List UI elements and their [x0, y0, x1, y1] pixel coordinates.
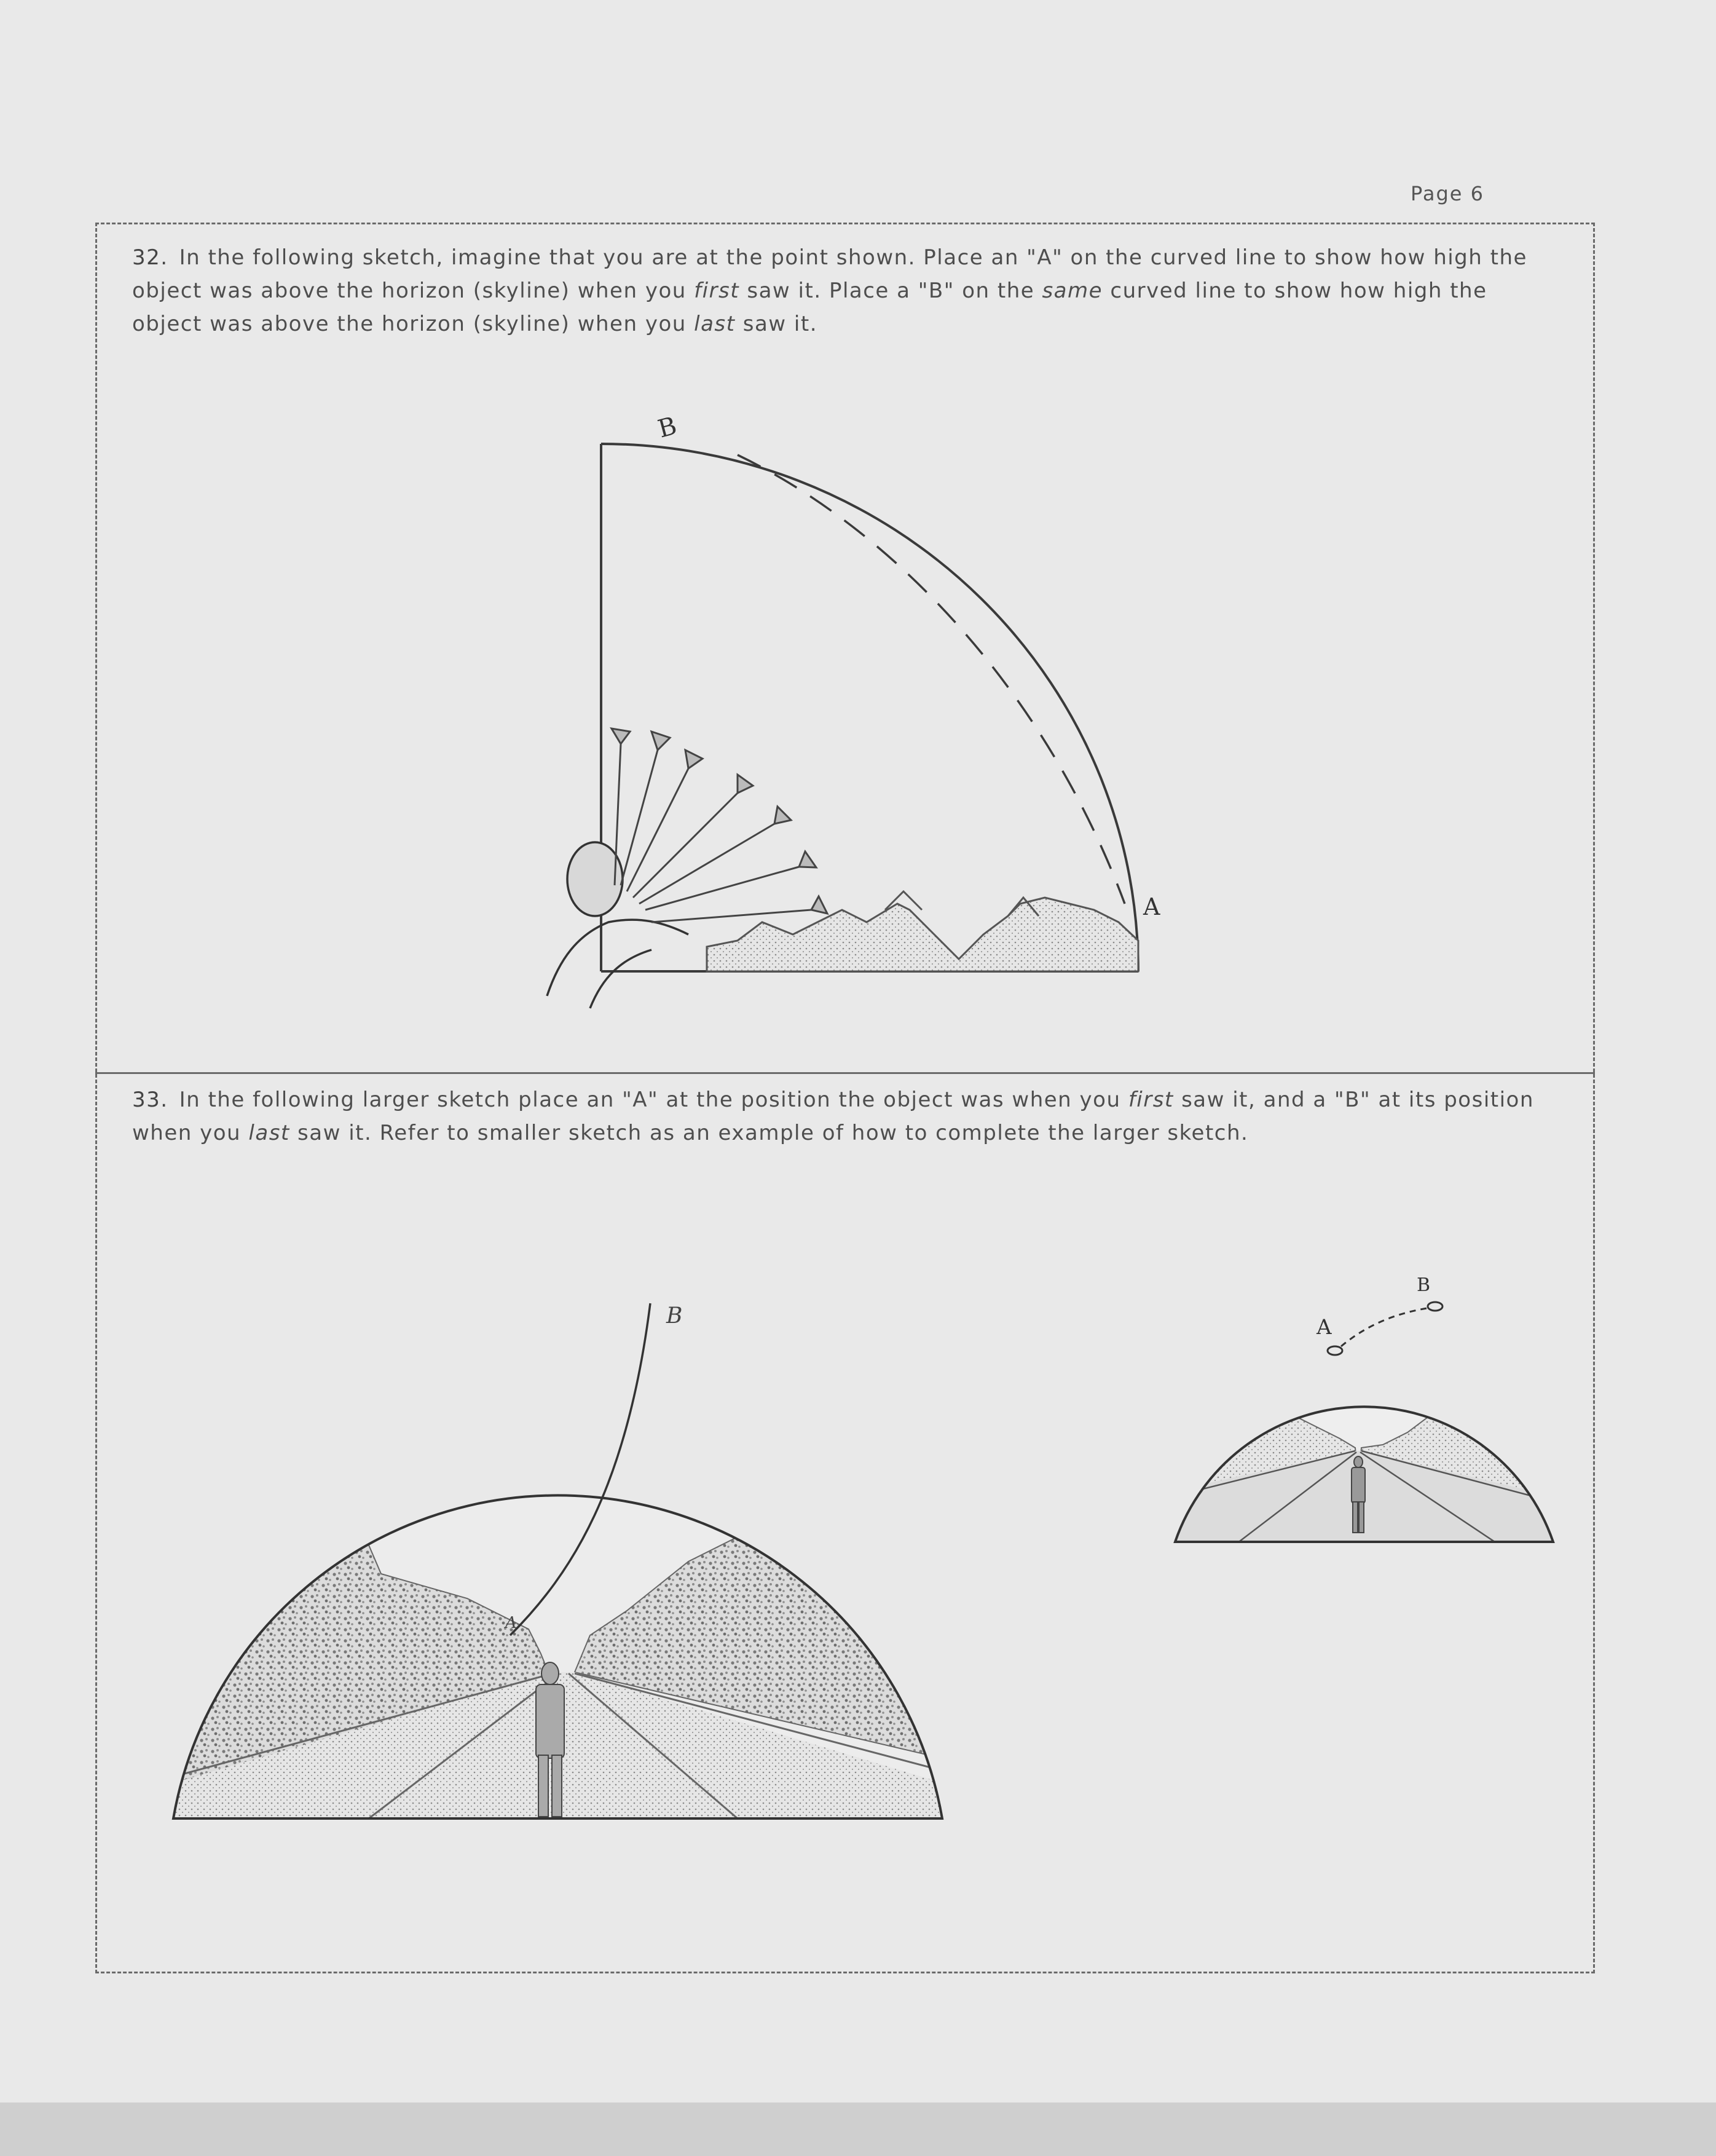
observer-figure-32	[547, 842, 688, 1008]
large-sketch-label-b: B	[666, 1303, 683, 1329]
sketch-32-label-a: A	[1143, 893, 1160, 920]
question-32-text: In the following sketch, imagine that you are at the point shown. Place an "A" on the curved line to show how high the object was above the horizon (skyline) when you first saw it. Place a "B" on the same curved line to show how high the object was above the horizon (skyline) when you last saw it.	[132, 245, 1527, 336]
small-sketch-label-b: B	[1417, 1274, 1431, 1296]
large-sketch-label-a: A	[505, 1614, 517, 1632]
question-32-number: 32.	[132, 245, 168, 270]
question-33-text: In the following larger sketch place an "A" at the position the object was when you first saw it, and a "B" at its position when you last saw it. Refer to smaller sketch as an example of how to complete the larger sketch.	[132, 1088, 1534, 1145]
sketch-32-label-b: B	[655, 411, 680, 444]
small-sketch-label-a: A	[1317, 1315, 1332, 1340]
small-example-sketch	[1159, 1274, 1570, 1549]
question-33-number: 33.	[132, 1088, 168, 1112]
sketch-32-quadrant	[601, 444, 1138, 971]
object-path-dashed-line	[738, 455, 1125, 904]
page-number: Page 6	[1411, 182, 1484, 205]
sketch-32-skyline	[707, 891, 1138, 971]
small-sketch-marker-a	[1328, 1346, 1342, 1355]
small-sketch-person	[1352, 1456, 1365, 1533]
pointing-arms-fan	[612, 729, 827, 922]
small-sketch-dotted-path	[1341, 1308, 1427, 1346]
quadrant-arc	[601, 444, 1138, 971]
large-street-sketch	[173, 1303, 943, 1820]
small-sketch-marker-b	[1428, 1302, 1442, 1311]
